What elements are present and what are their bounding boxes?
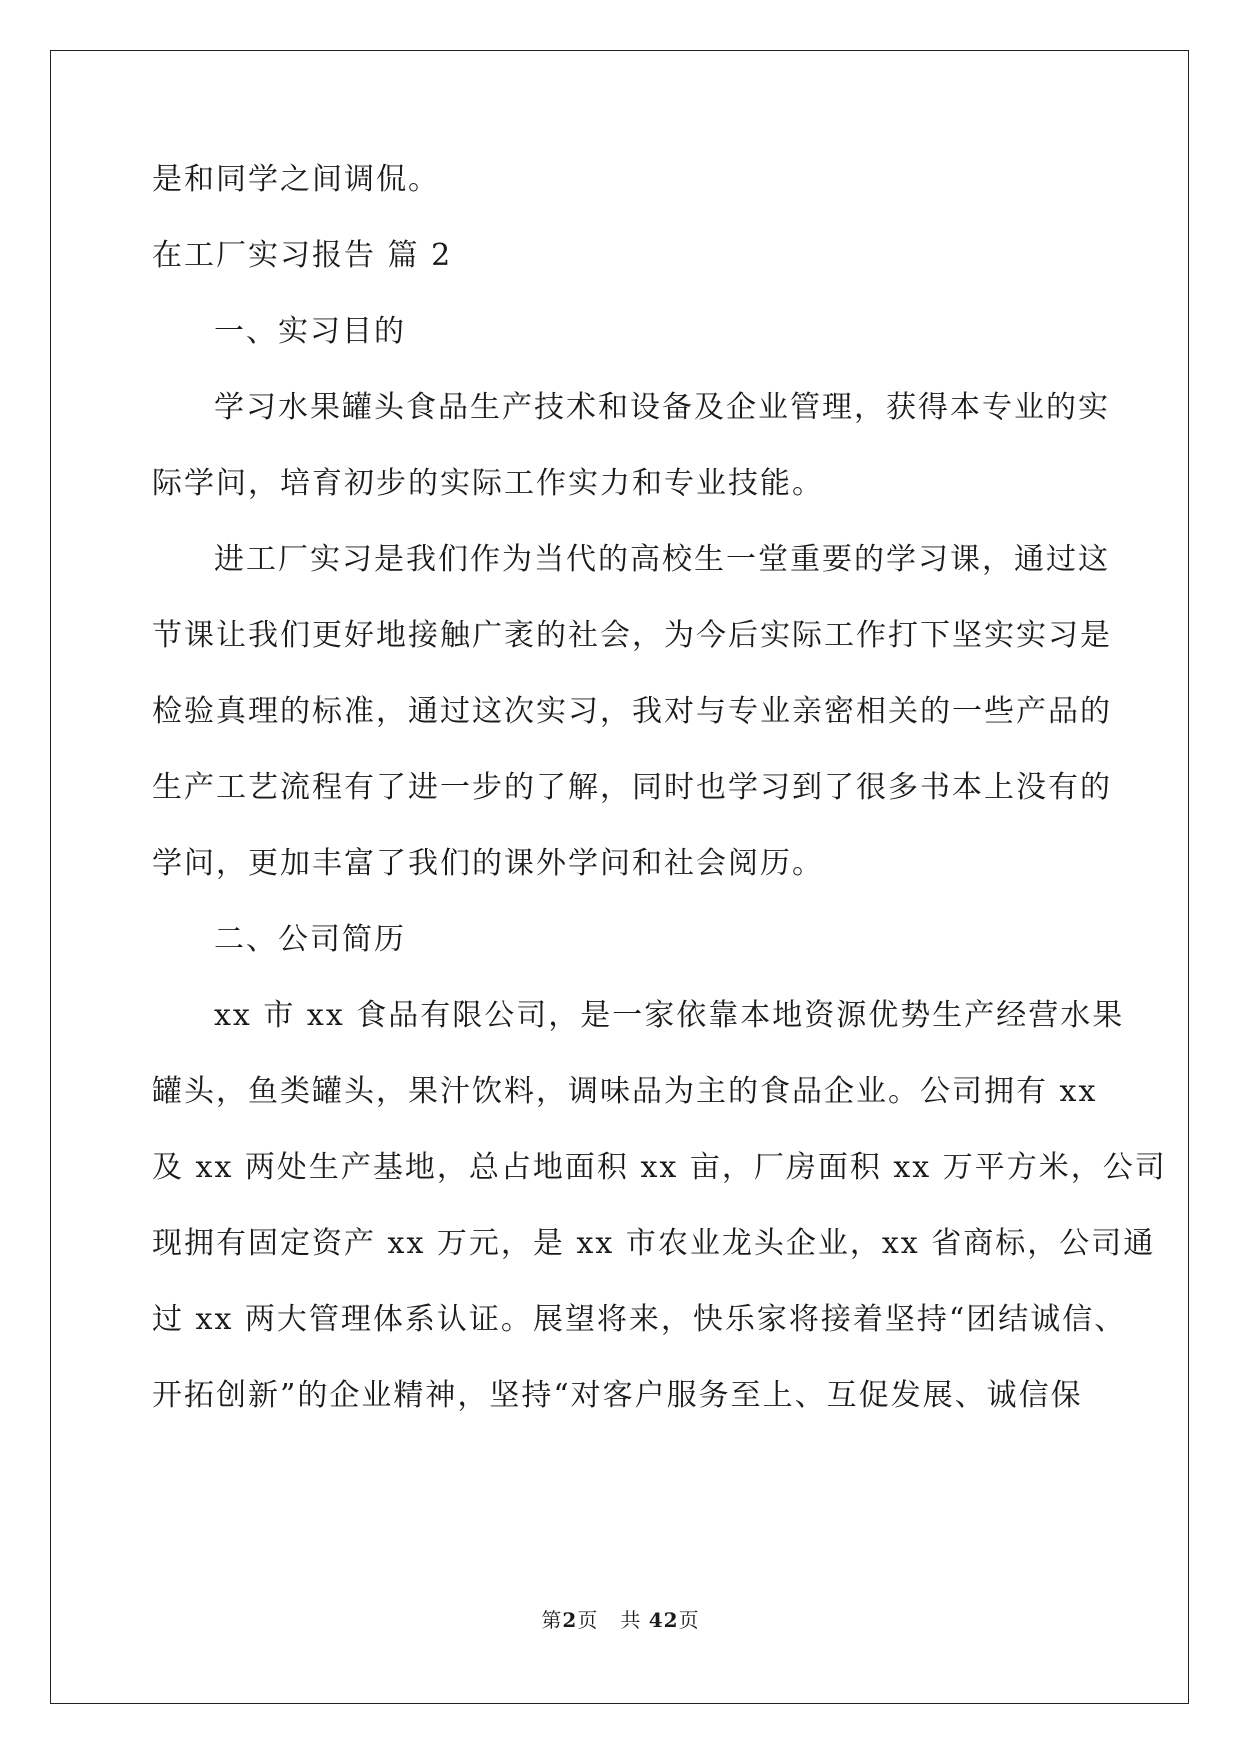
paragraph-line: 过 xx 两大管理体系认证。展望将来，快乐家将接着坚持“团结诚信、 [152, 1302, 1127, 1337]
paragraph-line: 及 xx 两处生产基地，总占地面积 xx 亩，厂房面积 xx 万平方米，公司 [152, 1150, 1167, 1185]
paragraph-line: xx 市 xx 食品有限公司，是一家依靠本地资源优势生产经营水果 [214, 998, 1125, 1033]
paragraph-line: 罐头，鱼类罐头，果汁饮料，调味品为主的食品企业。公司拥有 xx [152, 1074, 1098, 1109]
text-line: 是和同学之间调侃。 [152, 162, 440, 197]
footer-page-unit: 页 [577, 1608, 599, 1632]
footer-total-prefix: 共 [620, 1608, 642, 1632]
page-footer [0, 1604, 1241, 1633]
paragraph-line: 进工厂实习是我们作为当代的高校生一堂重要的学习课，通过这 [214, 542, 1110, 577]
paragraph-line: 检验真理的标准，通过这次实习，我对与专业亲密相关的一些产品的 [152, 694, 1112, 729]
footer-total-unit: 页 [678, 1608, 700, 1632]
footer-total-pages: 42 [648, 1608, 679, 1632]
paragraph-line: 际学问，培育初步的实际工作实力和专业技能。 [152, 466, 824, 501]
footer-prefix: 第 [541, 1608, 563, 1632]
paragraph-line: 学问，更加丰富了我们的课外学问和社会阅历。 [152, 846, 824, 881]
footer-page-number: 2 [562, 1608, 578, 1632]
paragraph-line: 学习水果罐头食品生产技术和设备及企业管理，获得本专业的实 [214, 390, 1110, 425]
subheading-purpose: 一、实习目的 [214, 314, 406, 349]
subheading-company: 二、公司简历 [214, 922, 406, 957]
paragraph-line: 开拓创新”的企业精神，坚持“对客户服务至上、互促发展、诚信保 [152, 1378, 1083, 1413]
paragraph-line: 生产工艺流程有了进一步的了解，同时也学习到了很多书本上没有的 [152, 770, 1112, 805]
paragraph-line: 节课让我们更好地接触广袤的社会，为今后实际工作打下坚实实习是 [152, 618, 1112, 653]
section-heading: 在工厂实习报告 篇 2 [152, 238, 453, 273]
paragraph-line: 现拥有固定资产 xx 万元，是 xx 市农业龙头企业，xx 省商标，公司通 [152, 1226, 1156, 1261]
